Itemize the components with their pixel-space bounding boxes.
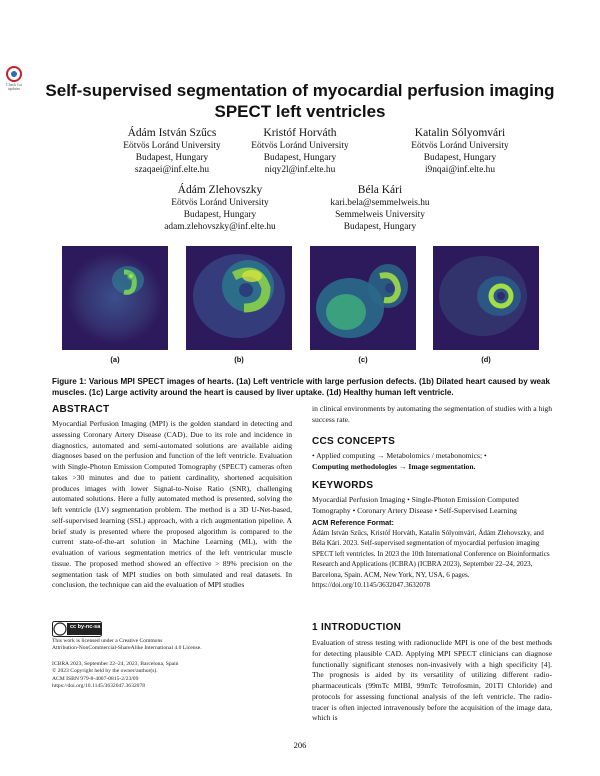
figure-caption: Figure 1: Various MPI SPECT images of hearts. (1a) Left ventricle with large perfusion defects. (1b) Dilated heart caused by weak muscles. (1c) Large activity around the heart is caused by liver uptake. (1d) Healthy human left ventricle.: [52, 377, 550, 397]
keywords-text: Myocardial Perfusion Imaging • Single-Photon Emission Computed Tomography • Coronary Artery Disease • Self-Supervised Learning: [312, 495, 519, 515]
author-name: Ádám István Szűcs: [127, 127, 217, 139]
abstract-heading: ABSTRACT: [52, 404, 110, 415]
badge-dot: [11, 71, 17, 77]
author-block-3: [375, 126, 545, 177]
introduction-text: Evaluation of stress testing with radionuclide MPI is one of the best methods for detecting plausible CAD. Applying MPI SPECT clinicians can diagnose functionally significant stenoses non-invasively with a high specificity [4]. The prognosis is aided by its versatility of utilizing different radio-pharmaceuticals (99mTc MIBI, 99mTc Tetrofosmin, 201Tl Chloride) and protocols for assessing functional analysis of the left ventricle. The radio-tracer is often injected intravenously before the acquisition of the image data, which is: [312, 638, 552, 723]
author-block-2: [215, 126, 385, 177]
ccs-section: [312, 436, 552, 473]
author-name: Béla Kári: [357, 184, 403, 196]
spect-image-c: [310, 246, 416, 350]
spect-image-b: [186, 246, 292, 350]
subfigure-label-b: (b): [234, 355, 244, 364]
cc-label: cc by-nc-sa: [70, 624, 101, 630]
author-location: Budapest, Hungary: [423, 153, 497, 164]
license-line-2: Attribution-NonCommercial-ShareAlike International 4.0 License.: [52, 645, 202, 652]
paper-title: [40, 80, 560, 122]
figure-panel-d: [433, 246, 539, 350]
ccs-line-2: Computing methodologies → Image segmentation.: [312, 461, 476, 471]
author-location: Budapest, Hungary: [263, 153, 337, 164]
keywords-section: [312, 480, 552, 517]
reference-format-section: [312, 518, 552, 590]
title-line-1: Self-supervised segmentation of myocardial perfusion imaging: [45, 81, 555, 100]
author-name: Katalin Sólyomvári: [414, 127, 506, 139]
badge-label: Check for updates: [6, 82, 22, 91]
spect-image-a: [62, 246, 168, 350]
author-name: Ádám Zlehovszky: [177, 184, 263, 196]
license-line-1: This work is licensed under a Creative Commons: [52, 638, 163, 644]
doi-link[interactable]: https://doi.org/10.1145/3632047.3632078: [52, 683, 146, 690]
conference-line-2: © 2023 Copyright held by the owner/author(s).: [52, 668, 158, 675]
author-email[interactable]: adam.zlehovszky@inf.elte.hu: [164, 222, 276, 233]
figure-panel-a: [62, 246, 168, 350]
figure-panel-c: [310, 246, 416, 350]
spect-image-d: [433, 246, 539, 350]
ccs-heading: CCS CONCEPTS: [312, 436, 396, 447]
conference-line-1: ICBRA 2023, September 22–24, 2023, Barcelona, Spain: [52, 661, 179, 667]
reference-heading: ACM Reference Format:: [312, 518, 394, 527]
reference-text: Ádám István Szűcs, Kristóf Horváth, Katalin Sólyomvári, Ádám Zlehovszky, and Béla Kári. 2023. Self-supervised segmentation of myocardial perfusion imaging SPECT left ventricles. In 2023 the 10th International Conference on Bioinformatics Research and Applications (ICBRA) (ICBRA 2023), September 22–24, 2023, Barcelona, Spain. ACM, New York, NY, USA, 6 pages. https://doi.org/10.1145/3632047.3632078: [312, 529, 550, 590]
keywords-heading: KEYWORDS: [312, 480, 374, 491]
license-text: [52, 638, 292, 653]
subfigure-label-c: (c): [358, 355, 368, 364]
author-location: Budapest, Hungary: [343, 222, 417, 233]
conference-line-3: ACM ISBN 979-8-4007-0815-2/23/09: [52, 675, 139, 682]
introduction-heading: 1 INTRODUCTION: [312, 622, 402, 633]
author-affiliation: Eötvös Loránd University: [411, 141, 509, 151]
check-for-updates-badge[interactable]: [4, 66, 24, 92]
author-affiliation: Eötvös Loránd University: [171, 198, 269, 208]
introduction-section: [312, 622, 552, 724]
author-location: Budapest, Hungary: [183, 210, 257, 221]
abstract-text: Myocardial Perfusion Imaging (MPI) is the golden standard in detecting and assessing Coronary Artery Disease (CAD). Due to its role and incidence in diagnostics, automated and semi-automated solutions are available aiding diagnoses based on the perfusion and function of the left ventricle. Evaluation with Single-Photon Emission Computed Tomography (SPECT) cameras often takes >30 minutes and due to patient cardinality, shortened acquisition produces images with lower Signal-to-Noise Ratio (SNR), challenging automated solutions. Here a fully automated method is presented, solving the left ventricle (LV) segmentation problem. The method is a 3D U-Net-based, self-supervised learning (SSL) approach, with a rich augmentation pipeline. A brief study is presented where the proposed algorithm is compared to the current state-of-the-art solution in Machine Learning (ML), with the evaluation of various segmentation metrics of the left ventricular muscle tissue. The proposed method showed an effective > 89% precision on the segmentation task of MPI studies on both simulated and real datasets. In conclusion, the technique can aid the evaluation of MPI studies: [52, 419, 292, 590]
title-line-2: SPECT left ventricles: [214, 102, 386, 121]
author-email[interactable]: szaqaei@inf.elte.hu: [134, 165, 210, 176]
subfigure-label-a: (a): [110, 355, 120, 364]
figure-panel-b: [186, 246, 292, 350]
subfigure-label-d: (d): [481, 355, 491, 364]
author-affiliation: Eötvös Loránd University: [251, 141, 349, 151]
author-block-5: [295, 183, 465, 234]
author-name: Kristóf Horváth: [263, 127, 337, 139]
author-affiliation: Semmelweis University: [335, 210, 425, 221]
author-email[interactable]: kari.bela@semmelweis.hu: [330, 198, 430, 208]
page-number: 206: [293, 740, 307, 750]
author-affiliation: Eötvös Loránd University: [123, 141, 221, 151]
author-location: Budapest, Hungary: [135, 153, 209, 164]
abstract-continuation: in clinical environments by automating the segmentation of studies with a high success rate.: [312, 404, 552, 424]
author-block-4: [135, 183, 305, 234]
author-email[interactable]: niqy2l@inf.elte.hu: [264, 165, 336, 176]
conference-info: [52, 661, 292, 691]
ccs-text: [312, 451, 552, 473]
ccs-line-1: • Applied computing → Metabolomics / metabonomics; •: [312, 451, 487, 460]
abstract-section: [52, 404, 292, 591]
author-email[interactable]: i9nqai@inf.elte.hu: [424, 165, 496, 176]
